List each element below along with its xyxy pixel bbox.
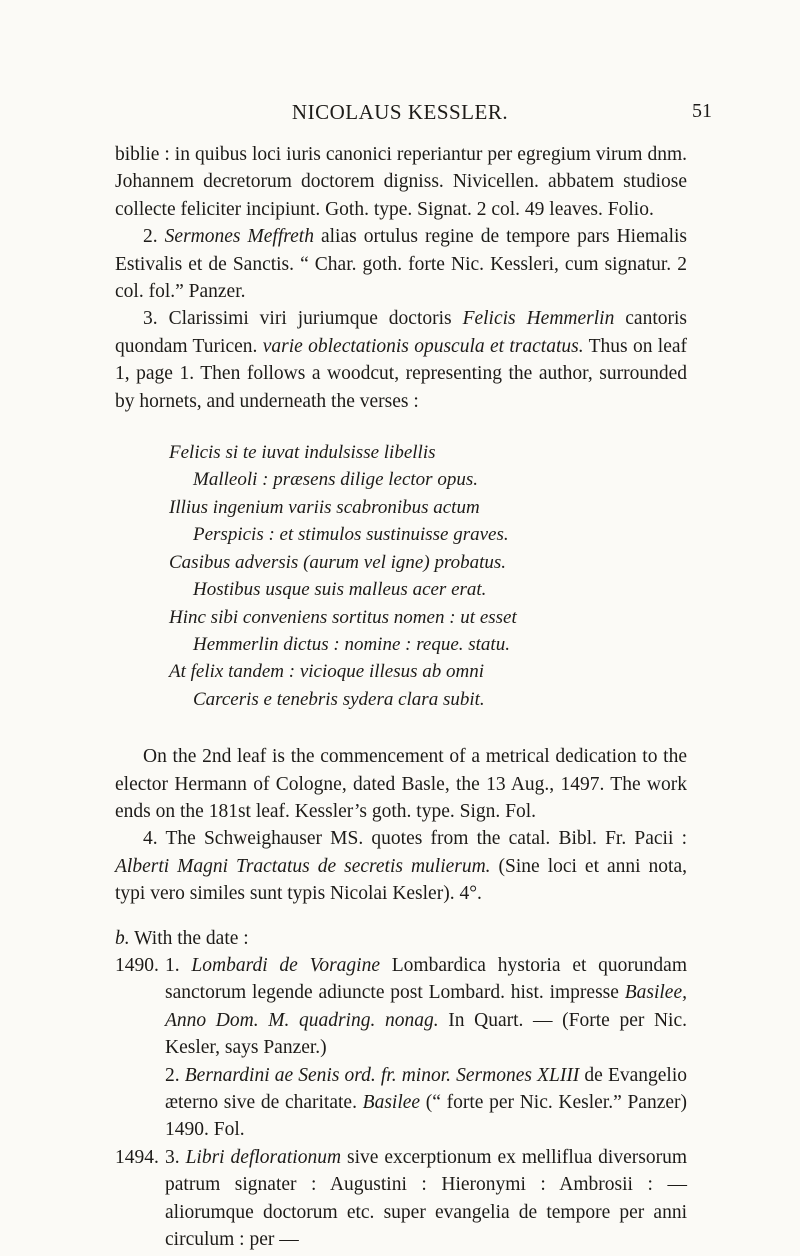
paragraph-top: biblie : in quibus loci iuris canonici reperiantur per egregium virum dnm. Johannem decretorum doctorem digniss. Nivicellen. abbatem studiose collecte feliciter incipiunt. Goth. type. Signat. 2 col. 49 leaves. Folio. (115, 144, 687, 220)
item-number: 2. (165, 1064, 180, 1086)
paragraph-dedication: On the 2nd leaf is the commencement of a metrical dedication to the elector Hermann of Cologne, dated Basle, the 13 Aug., 1497. The work ends on the 181st leaf. Kessler’s goth. type. Sign. Fol. (115, 746, 687, 822)
item-text: Lombardica hystoria et quorundam sanctorum legende adiuncte post Lombard. hist. impresse (165, 954, 688, 1004)
running-head: NICOLAUS KESSLER. (291, 100, 509, 124)
item-number: 1. (165, 954, 180, 976)
section-letter: b. (115, 927, 130, 949)
italic-title: Felicis Hemmerlin (462, 308, 615, 330)
verse-line: Felicis si te iuvat indulsisse libellis (169, 442, 436, 464)
item-2 (115, 223, 687, 305)
item-text: Clarissimi viri juriumque doctoris (157, 308, 463, 330)
italic-title: Libri deflorationum (185, 1146, 342, 1168)
italic-title: Bernardini ae Senis ord. fr. minor. Sermones XLIII (184, 1064, 580, 1086)
verse-line: Illius ingenium variis scabronibus actum (169, 496, 480, 518)
verse-line: Perspicis : et stimulos sustinuisse graves. (193, 524, 509, 546)
verse-line: Hostibus usque suis malleus acer erat. (193, 579, 487, 601)
page-body (115, 141, 687, 1253)
item-text: sive excerptionum ex melliflua diversorum patrum signater : Augustini : Hieronymi : Ambrosii : — aliorumque doctorum etc. super evangelia de tempore per anni circulum : per — (165, 1146, 687, 1251)
item-text: cantoris quondam Turicen. (115, 308, 688, 357)
italic-title: varie oblectationis opuscula et tractatus. (262, 335, 584, 357)
section-text: With the date : (129, 927, 249, 949)
italic-title: Sermones Meffreth (164, 226, 314, 248)
verse-line: Casibus adversis (aurum vel igne) probatus. (169, 551, 507, 573)
entry-year: 1490. (115, 954, 159, 976)
italic-title: Alberti Magni Tractatus de secretis mulierum. (115, 855, 491, 877)
item-text: alias ortulus regine de tempore pars Hiemalis Estivalis et de Sanctis. “ Char. goth. forte Nic. Kessleri, cum signatur. 2 col. fol.” Panzer. (115, 226, 688, 303)
italic-title: Basilee, Anno Dom. M. quadring. nonag. (165, 982, 687, 1031)
italic-title: Lombardi de Voragine (191, 954, 380, 976)
item-4 (115, 825, 687, 907)
item-text: In Quart. — (Forte per Nic. Kesler, says Panzer.) (165, 1009, 687, 1059)
italic-title: Basilee (362, 1092, 421, 1113)
item-text: The Schweighauser MS. quotes from the catal. Bibl. Fr. Pacii : (157, 828, 687, 850)
item-number: 3. (143, 308, 158, 330)
verse-line: Carceris e tenebris sydera clara subit. (193, 688, 485, 710)
entry-1494 (115, 1144, 687, 1254)
section-b (115, 925, 687, 952)
item-number: 2. (143, 226, 158, 248)
item-text: de Evangelio æterno sive de charitate. (165, 1064, 688, 1113)
verse-block (169, 439, 687, 713)
item-number: 4. (143, 828, 158, 850)
item-text: (“ forte per Nic. Kesler.” Panzer) 1490. Fol. (165, 1092, 687, 1141)
item-text: Thus on leaf 1, page 1. Then follows a woodcut, representing the author, surrounded by hornets, and underneath the verses : (115, 335, 688, 412)
entry-1490-2 (115, 1062, 687, 1144)
entry-1490 (115, 952, 687, 1062)
item-3 (115, 305, 687, 415)
page-number: 51 (692, 100, 712, 122)
item-text: (Sine loci et anni nota, typi vero similes sunt typis Nicolai Kesler). 4°. (115, 855, 687, 905)
verse-line: Hinc sibi conveniens sortitus nomen : ut esset (169, 606, 517, 628)
verse-line: At felix tandem : vicioque illesus ab omni (169, 661, 485, 683)
entry-year: 1494. (115, 1146, 159, 1168)
item-number: 3. (165, 1146, 180, 1168)
verse-line: Malleoli : præsens dilige lector opus. (193, 469, 478, 491)
verse-line: Hemmerlin dictus : nomine : reque. statu. (193, 633, 510, 655)
